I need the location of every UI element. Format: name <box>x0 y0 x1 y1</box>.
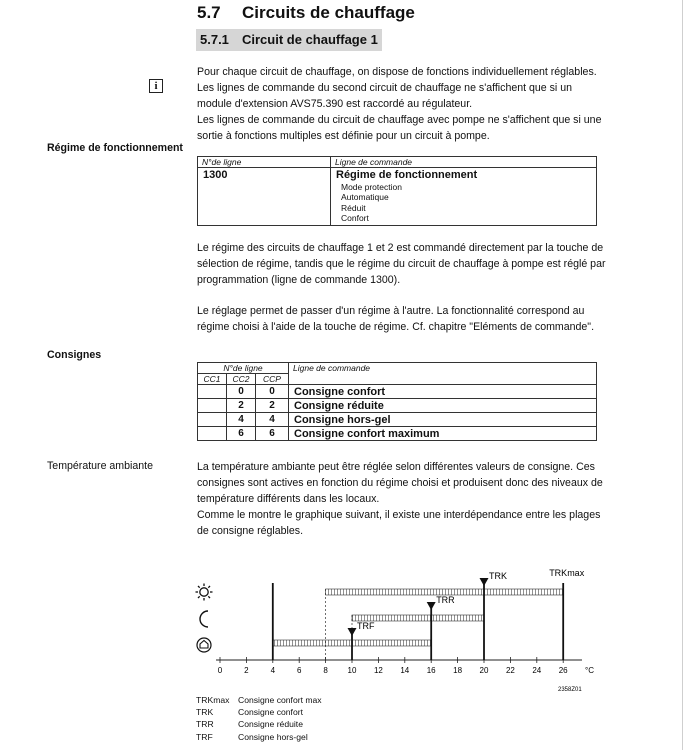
text-line: sélection de régime, tandis que le régime du circuit de chauffage à pompe est réglé par <box>197 258 606 270</box>
x-tick-label: 20 <box>479 666 489 675</box>
line-number: 1300 <box>198 168 331 226</box>
consigne-label: Consigne confort <box>289 385 597 399</box>
setpoint-range-chart <box>190 565 610 693</box>
page-edge-line <box>682 0 683 750</box>
ccp-cell: 6 <box>256 427 289 441</box>
subsection-number: 5.7.1 <box>200 32 229 47</box>
consigne-label: Consigne hors-gel <box>289 413 597 427</box>
regime-table <box>197 156 597 226</box>
intro-line: module d'extension AVS75.390 est raccordé au régulateur. <box>197 98 473 110</box>
text-line: régime choisi à l'aide de la touche de régime. Cf. chapitre "Eléments de commande". <box>197 321 595 333</box>
consignes-side-label: Consignes <box>47 349 102 361</box>
x-tick-label: 2 <box>244 666 249 675</box>
unit-label: °C <box>585 666 594 675</box>
x-tick-label: 10 <box>347 666 357 675</box>
legend-key: TRF <box>196 731 213 742</box>
legend-text: Consigne confort <box>238 707 303 718</box>
text-line: Comme le montre le graphique suivant, il existe une interdépendance entre les plages <box>197 509 601 521</box>
setpoint-arrow-trf <box>348 628 357 636</box>
sun-icon <box>196 584 213 601</box>
text-line: consignes sont actives en fonction du régime choisi et produisent donc des niveaux de <box>197 477 603 489</box>
cc1-cell <box>198 427 227 441</box>
intro-paragraph <box>197 64 601 144</box>
x-tick-label: 6 <box>296 666 302 675</box>
cc1-cell <box>198 385 227 399</box>
intro-line: Les lignes de commande du second circuit de chauffage ne s'affichent que si un <box>197 82 573 94</box>
ccp-cell: 0 <box>256 385 289 399</box>
ambient-paragraph <box>197 459 603 539</box>
setpoint-label-trr: TRR <box>436 595 455 605</box>
col-header-command: Ligne de commande <box>331 157 597 168</box>
cc2-cell: 6 <box>227 427 256 441</box>
option-item: Automatique <box>341 192 389 203</box>
legend-key: TRKmax <box>196 695 230 705</box>
legend-row <box>196 731 322 743</box>
figure-code: 2358Z01 <box>558 687 582 693</box>
frost-icon <box>197 638 211 652</box>
setpoint-arrow-trr <box>427 602 436 610</box>
text-line: La température ambiante peut être réglée selon différentes valeurs de consigne. Ces <box>197 461 595 473</box>
ccp-cell: 4 <box>256 413 289 427</box>
x-tick-label: 26 <box>558 666 568 675</box>
cc1-cell <box>198 399 227 413</box>
consigne-label: Consigne réduite <box>289 399 597 413</box>
option-item: Confort <box>341 213 369 224</box>
col-header-command: Ligne de commande <box>289 363 597 385</box>
consigne-label: Consigne confort maximum <box>289 427 597 441</box>
legend-row <box>196 706 322 718</box>
regime-paragraph-1 <box>197 240 606 288</box>
intro-line: Pour chaque circuit de chauffage, on dispose de fonctions individuellement réglables. <box>197 66 597 78</box>
section-number: 5.7 <box>197 3 221 22</box>
x-tick-label: 14 <box>400 666 410 675</box>
ccp-cell: 2 <box>256 399 289 413</box>
cc2-cell: 2 <box>227 399 256 413</box>
subsection-title: Circuit de chauffage 1 <box>242 32 378 47</box>
legend-key: TRK <box>196 707 214 718</box>
col-header-cc1: CC1 <box>198 374 227 385</box>
command-title: Régime de fonctionnement <box>336 169 478 181</box>
cc2-cell: 4 <box>227 413 256 427</box>
text-line: température différents dans les locaux. <box>197 493 380 505</box>
cc1-cell <box>198 413 227 427</box>
ambient-side-label: Température ambiante <box>47 460 153 472</box>
consignes-table <box>197 362 597 441</box>
x-tick-label: 4 <box>270 666 276 675</box>
text-line: programmation (ligne de commande 1300). <box>197 274 401 286</box>
chart-legend <box>196 694 322 743</box>
legend-text: Consigne confort max <box>238 695 322 705</box>
setpoint-label-trk: TRK <box>489 571 507 581</box>
x-tick-label: 16 <box>426 666 436 675</box>
text-line: Le régime des circuits de chauffage 1 et 2 est commandé directement par la touche de <box>197 242 604 254</box>
x-tick-label: 12 <box>373 666 383 675</box>
section-heading <box>197 3 415 23</box>
legend-key: TRR <box>196 719 214 730</box>
x-tick-label: 18 <box>453 666 463 675</box>
legend-row <box>196 694 322 706</box>
moon-icon <box>200 611 208 627</box>
setpoint-label-trf: TRF <box>357 621 375 631</box>
col-header-line: N°de ligne <box>198 363 289 374</box>
x-tick-label: 24 <box>532 666 542 675</box>
legend-row <box>196 718 322 730</box>
col-header-ccp: CCP <box>256 374 289 385</box>
intro-line: sortie à fonctions multiples est définie pour un circuit à pompe. <box>197 130 490 142</box>
setpoint-arrow-trk <box>480 578 489 586</box>
setpoint-label-trkmax: TRKmax <box>549 568 585 578</box>
legend-text: Consigne hors-gel <box>238 731 308 742</box>
regime-paragraph-2 <box>197 303 594 335</box>
info-icon: i <box>149 79 163 93</box>
text-line: de consigne réglables. <box>197 525 304 537</box>
x-tick-label: 22 <box>505 666 515 675</box>
section-title: Circuits de chauffage <box>242 3 415 22</box>
command-cell <box>331 168 597 226</box>
text-line: Le réglage permet de passer d'un régime à l'autre. La fonctionnalité correspond au <box>197 305 585 317</box>
col-header-cc2: CC2 <box>227 374 256 385</box>
intro-line: Les lignes de commande du circuit de chauffage avec pompe ne s'affichent que si une <box>197 114 602 126</box>
option-item: Réduit <box>341 202 366 213</box>
legend-text: Consigne réduite <box>238 719 303 730</box>
regime-side-label: Régime de fonctionnement <box>47 142 183 154</box>
col-header-line: N°de ligne <box>198 157 331 168</box>
x-tick-label: 8 <box>323 666 328 675</box>
subsection-heading <box>196 29 382 51</box>
cc2-cell: 0 <box>227 385 256 399</box>
x-tick-label: 0 <box>217 666 223 675</box>
option-item: Mode protection <box>341 182 402 192</box>
